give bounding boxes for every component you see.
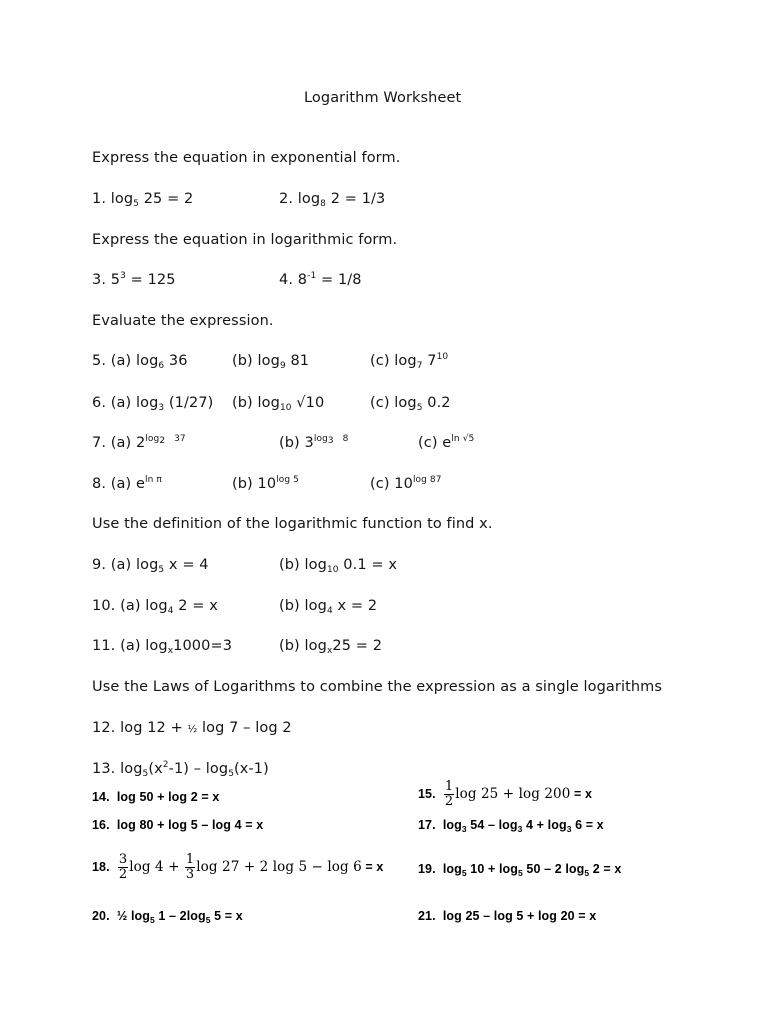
problem-14: 14. log 50 + log 2 = x: [92, 790, 220, 804]
problem-4: 4. $8^{-1} = 1/8$: [279, 271, 362, 288]
problem-1: 1. $\log_5 25 = 2$: [92, 191, 194, 209]
problem-12: 12. log 12 + ½ log 7 – log 2: [92, 720, 292, 736]
problem-16: 16. log 80 + log 5 – log 4 = x: [92, 818, 264, 832]
worksheet-title: Logarithm Worksheet: [304, 90, 462, 106]
worksheet-page: Logarithm Worksheet Express the equation in exponential form. 1. $\log_5 25 = 2$ 2. $\log_8 2 = 1/3$ Express the equation in logarithmic form. 3. $5^3 = 125$ 4. $8^{-1} = 1/8$ Evaluate the expression. 5. (a) $\log_6 36$ (b) $\log_9 81$ (c) $\log_7 7^{10}$ 6. (a) $\log_3 (1/27)$ (b) $\log_{10} √10$ (c) $\log_5 0.2$ 7. (a) $2^{log_2 37}$ (b) $3^{log_3 8}$ (c) $e^{ln √5}$ 8. (a) $e^{ln \pi}$ (b) $10^{log 5}$ (c) $10^{log 87}$ Use the definition of the logarithmic function to find x. 9. (a) $\log_5 x = 4$ (b) $\log_{10} 0.1 = x$ 10. (a) $\log_4 2 = x$ (b) $\log_4 x = 2$ 11. (a) $\log_x1000=3$ (b) $\log_x25 = 2$ Use the Laws of Logarithms to combine the expression as a single logarithms 12. log 12 + ½ log 7 – log 2 13. $\log_5(x^2-1) - \log_5(x-1)$ 14. log 50 + log 2 = x 15. $\frac{1}{2}$ log 25 + log 200 = x 16. log 80 + log 5 – log 4 = x 17. $\log_3 54 - \log_3 4 + \log_3 6 = x$ 18. $\frac{3}{2}$ log 4 + $\frac{1}{3}$ log 27 + 2 log 5 − log 6 = x 19. $\log_5 10 + \log_5 50 - 2$ $\log_5 2 = x$ 20. ½ $\log_5 1 - 2\log_5$ 5 = x 21. log 25 – log 5 + log 20 = x: [92, 90, 663, 925]
problem-19: 19. $\log_5 10 + \log_5 50 - 2$ $\log_5 2 = x$: [418, 862, 622, 878]
section-heading-exponential: Express the equation in exponential form.: [92, 150, 401, 166]
section-heading-logarithmic: Express the equation in logarithmic form.: [92, 232, 398, 248]
problem-21: 21. log 25 – log 5 + log 20 = x: [418, 909, 597, 923]
problem-2: 2. $\log_8 2 = 1/3$: [279, 191, 386, 209]
problem-13: 13. $\log_5(x^2-1) - \log_5(x-1)$: [92, 760, 269, 779]
section-heading-definition: Use the definition of the logarithmic function to find x.: [92, 516, 493, 532]
problem-15: 15. $\frac{1}{2}$ log 25 + log 200 = x: [418, 779, 593, 809]
problem-3: 3. $5^3 = 125$: [92, 271, 176, 288]
section-heading-laws: Use the Laws of Logarithms to combine the expression as a single logarithms: [92, 679, 663, 695]
section-heading-evaluate: Evaluate the expression.: [92, 313, 274, 329]
problem-18: 18. $\frac{3}{2}$ log 4 + $\frac{1}{3}$ log 27 + 2 log 5 − log 6 = x: [92, 852, 384, 882]
problem-17: 17. $\log_3 54 - \log_3 4 + \log_3 6 = x$: [418, 818, 604, 834]
problem-20: 20. ½ $\log_5 1 - 2\log_5$ 5 = x: [92, 909, 243, 925]
